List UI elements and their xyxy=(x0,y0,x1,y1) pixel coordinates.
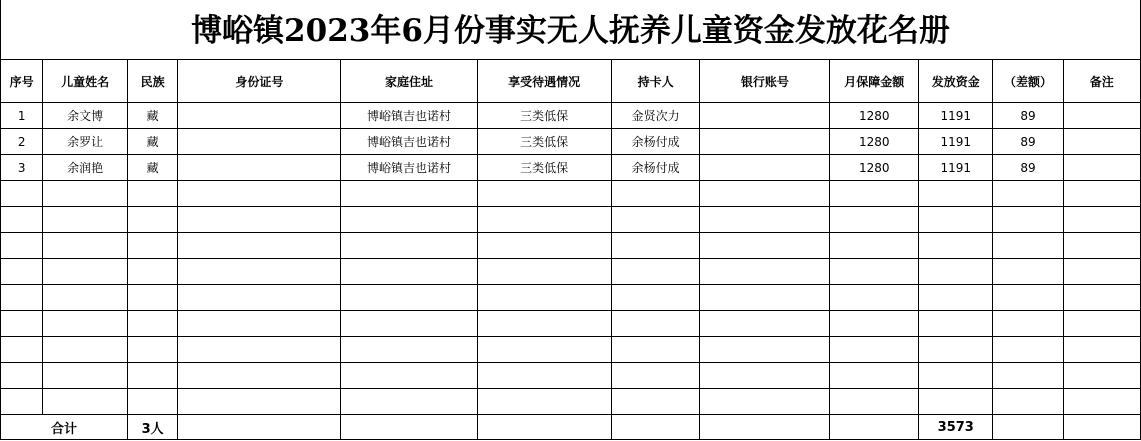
empty-cell[interactable] xyxy=(830,207,919,233)
empty-cell[interactable] xyxy=(43,337,128,363)
cell-bank-account[interactable] xyxy=(700,103,830,129)
cell-paid-amount: 1191 xyxy=(919,155,993,181)
empty-cell[interactable] xyxy=(700,311,830,337)
col-header-address: 家庭住址 xyxy=(341,60,477,103)
empty-cell[interactable] xyxy=(43,389,128,415)
empty-cell[interactable] xyxy=(611,181,700,207)
col-header-monthly-amount: 月保障金额 xyxy=(830,60,919,103)
empty-cell[interactable] xyxy=(178,233,341,259)
col-header-id-number: 身份证号 xyxy=(178,60,341,103)
empty-cell[interactable] xyxy=(830,363,919,389)
empty-cell[interactable] xyxy=(700,207,830,233)
cell-monthly-amount: 1280 xyxy=(830,103,919,129)
cell-benefit: 三类低保 xyxy=(477,103,611,129)
empty-table-row xyxy=(1,207,1141,233)
empty-cell[interactable] xyxy=(700,259,830,285)
empty-cell[interactable] xyxy=(611,259,700,285)
empty-cell[interactable] xyxy=(611,207,700,233)
roster-body xyxy=(1,103,1141,415)
empty-cell[interactable] xyxy=(993,233,1063,259)
cell-bank-account[interactable] xyxy=(700,129,830,155)
cell-monthly-amount: 1280 xyxy=(830,129,919,155)
cell-address: 博峪镇吉也诺村 xyxy=(341,103,477,129)
cell-remarks[interactable] xyxy=(1063,155,1140,181)
empty-cell[interactable] xyxy=(341,389,477,415)
cell-name: 余罗让 xyxy=(43,129,128,155)
empty-cell[interactable] xyxy=(43,181,128,207)
empty-cell[interactable] xyxy=(477,389,611,415)
empty-cell[interactable] xyxy=(43,207,128,233)
empty-cell[interactable] xyxy=(341,311,477,337)
empty-cell[interactable] xyxy=(178,259,341,285)
empty-cell[interactable] xyxy=(477,207,611,233)
empty-cell[interactable] xyxy=(127,363,178,389)
empty-cell[interactable] xyxy=(341,363,477,389)
cell-cardholder: 余杨付成 xyxy=(611,155,700,181)
empty-cell[interactable] xyxy=(830,337,919,363)
empty-cell[interactable] xyxy=(611,233,700,259)
empty-cell[interactable] xyxy=(127,233,178,259)
empty-table-row xyxy=(1,285,1141,311)
cell-name: 余润艳 xyxy=(43,155,128,181)
total-empty-cell xyxy=(830,415,919,440)
col-header-ethnicity: 民族 xyxy=(127,60,178,103)
empty-cell[interactable] xyxy=(477,233,611,259)
col-header-remarks: 备注 xyxy=(1063,60,1140,103)
total-paid-amount: 3573 xyxy=(919,415,993,440)
cell-name: 余文博 xyxy=(43,103,128,129)
empty-cell[interactable] xyxy=(127,389,178,415)
empty-cell[interactable] xyxy=(611,389,700,415)
cell-monthly-amount: 1280 xyxy=(830,155,919,181)
cell-id-number[interactable] xyxy=(178,103,341,129)
empty-table-row xyxy=(1,389,1141,415)
empty-cell[interactable] xyxy=(919,181,993,207)
cell-difference: 89 xyxy=(993,103,1063,129)
empty-cell[interactable] xyxy=(830,259,919,285)
cell-paid-amount: 1191 xyxy=(919,129,993,155)
total-count: 3人 xyxy=(127,415,178,440)
cell-id-number[interactable] xyxy=(178,155,341,181)
table-row xyxy=(1,103,1141,129)
empty-cell[interactable] xyxy=(1063,389,1140,415)
empty-cell[interactable] xyxy=(1,337,43,363)
empty-cell[interactable] xyxy=(830,389,919,415)
col-header-paid-amount: 发放资金 xyxy=(919,60,993,103)
empty-cell[interactable] xyxy=(341,337,477,363)
cell-bank-account[interactable] xyxy=(700,155,830,181)
col-header-bank-account: 银行账号 xyxy=(700,60,830,103)
total-label: 合计 xyxy=(1,415,128,440)
empty-cell[interactable] xyxy=(477,285,611,311)
empty-cell[interactable] xyxy=(919,363,993,389)
empty-cell[interactable] xyxy=(993,181,1063,207)
empty-cell[interactable] xyxy=(1,311,43,337)
empty-cell[interactable] xyxy=(477,337,611,363)
empty-cell[interactable] xyxy=(127,207,178,233)
empty-cell[interactable] xyxy=(830,311,919,337)
empty-cell[interactable] xyxy=(1063,285,1140,311)
col-header-benefit: 享受待遇情况 xyxy=(477,60,611,103)
empty-cell[interactable] xyxy=(1063,337,1140,363)
empty-cell[interactable] xyxy=(830,233,919,259)
empty-cell[interactable] xyxy=(919,311,993,337)
empty-cell[interactable] xyxy=(43,233,128,259)
empty-cell[interactable] xyxy=(700,233,830,259)
cell-ethnicity: 藏 xyxy=(127,103,178,129)
empty-cell[interactable] xyxy=(919,259,993,285)
empty-cell[interactable] xyxy=(1,233,43,259)
cell-paid-amount: 1191 xyxy=(919,103,993,129)
empty-table-row xyxy=(1,181,1141,207)
cell-cardholder: 余杨付成 xyxy=(611,129,700,155)
cell-benefit: 三类低保 xyxy=(477,129,611,155)
empty-cell[interactable] xyxy=(611,363,700,389)
cell-no: 2 xyxy=(1,129,43,155)
header-row xyxy=(1,60,1141,103)
empty-cell[interactable] xyxy=(178,389,341,415)
empty-cell[interactable] xyxy=(43,285,128,311)
col-header-cardholder: 持卡人 xyxy=(611,60,700,103)
cell-id-number[interactable] xyxy=(178,129,341,155)
cell-address: 博峪镇吉也诺村 xyxy=(341,129,477,155)
empty-cell[interactable] xyxy=(178,311,341,337)
empty-table-row xyxy=(1,311,1141,337)
empty-cell[interactable] xyxy=(919,285,993,311)
total-empty-cell xyxy=(611,415,700,440)
empty-cell[interactable] xyxy=(43,311,128,337)
empty-cell[interactable] xyxy=(127,181,178,207)
empty-cell[interactable] xyxy=(993,259,1063,285)
empty-cell[interactable] xyxy=(477,363,611,389)
empty-cell[interactable] xyxy=(611,285,700,311)
empty-cell[interactable] xyxy=(1,363,43,389)
empty-table-row xyxy=(1,363,1141,389)
empty-cell[interactable] xyxy=(830,181,919,207)
empty-cell[interactable] xyxy=(1063,363,1140,389)
cell-no: 1 xyxy=(1,103,43,129)
empty-cell[interactable] xyxy=(993,389,1063,415)
empty-cell[interactable] xyxy=(341,207,477,233)
total-empty-cell xyxy=(993,415,1063,440)
col-header-name: 儿童姓名 xyxy=(43,60,128,103)
cell-remarks[interactable] xyxy=(1063,129,1140,155)
cell-address: 博峪镇吉也诺村 xyxy=(341,155,477,181)
empty-cell[interactable] xyxy=(1063,181,1140,207)
total-empty-cell xyxy=(1063,415,1140,440)
roster-table xyxy=(0,59,1141,440)
empty-cell[interactable] xyxy=(700,337,830,363)
empty-cell[interactable] xyxy=(43,259,128,285)
empty-cell[interactable] xyxy=(178,337,341,363)
total-row xyxy=(1,415,1141,440)
empty-cell[interactable] xyxy=(919,233,993,259)
empty-cell[interactable] xyxy=(178,363,341,389)
empty-cell[interactable] xyxy=(1,259,43,285)
empty-cell[interactable] xyxy=(611,311,700,337)
cell-cardholder: 金贤次力 xyxy=(611,103,700,129)
empty-cell[interactable] xyxy=(477,311,611,337)
cell-difference: 89 xyxy=(993,129,1063,155)
empty-cell[interactable] xyxy=(1,181,43,207)
empty-cell[interactable] xyxy=(127,259,178,285)
empty-cell[interactable] xyxy=(830,285,919,311)
table-row xyxy=(1,129,1141,155)
empty-cell[interactable] xyxy=(341,259,477,285)
empty-cell[interactable] xyxy=(1063,207,1140,233)
empty-cell[interactable] xyxy=(993,337,1063,363)
empty-cell[interactable] xyxy=(1063,233,1140,259)
empty-cell[interactable] xyxy=(1,389,43,415)
page-title: 博峪镇2023年6月份事实无人抚养儿童资金发放花名册 xyxy=(0,0,1141,60)
cell-remarks[interactable] xyxy=(1063,103,1140,129)
empty-cell[interactable] xyxy=(178,181,341,207)
empty-cell[interactable] xyxy=(127,337,178,363)
empty-cell[interactable] xyxy=(127,311,178,337)
col-header-difference: （差额） xyxy=(993,60,1063,103)
cell-ethnicity: 藏 xyxy=(127,129,178,155)
empty-cell[interactable] xyxy=(700,389,830,415)
empty-table-row xyxy=(1,337,1141,363)
cell-no: 3 xyxy=(1,155,43,181)
empty-cell[interactable] xyxy=(127,285,178,311)
empty-table-row xyxy=(1,259,1141,285)
empty-cell[interactable] xyxy=(477,259,611,285)
empty-cell[interactable] xyxy=(611,337,700,363)
total-empty-cell xyxy=(178,415,341,440)
empty-cell[interactable] xyxy=(700,181,830,207)
total-empty-cell xyxy=(341,415,477,440)
cell-ethnicity: 藏 xyxy=(127,155,178,181)
col-header-no: 序号 xyxy=(1,60,43,103)
empty-cell[interactable] xyxy=(993,207,1063,233)
empty-cell[interactable] xyxy=(341,285,477,311)
empty-cell[interactable] xyxy=(1063,259,1140,285)
empty-cell[interactable] xyxy=(993,363,1063,389)
empty-cell[interactable] xyxy=(1063,311,1140,337)
empty-cell[interactable] xyxy=(993,311,1063,337)
cell-benefit: 三类低保 xyxy=(477,155,611,181)
empty-cell[interactable] xyxy=(341,181,477,207)
empty-cell[interactable] xyxy=(43,363,128,389)
empty-cell[interactable] xyxy=(1,285,43,311)
empty-cell[interactable] xyxy=(178,207,341,233)
empty-table-row xyxy=(1,233,1141,259)
empty-cell[interactable] xyxy=(178,285,341,311)
empty-cell[interactable] xyxy=(919,389,993,415)
empty-cell[interactable] xyxy=(700,363,830,389)
empty-cell[interactable] xyxy=(700,285,830,311)
empty-cell[interactable] xyxy=(341,233,477,259)
empty-cell[interactable] xyxy=(919,337,993,363)
table-row xyxy=(1,155,1141,181)
empty-cell[interactable] xyxy=(993,285,1063,311)
empty-cell[interactable] xyxy=(919,207,993,233)
empty-cell[interactable] xyxy=(477,181,611,207)
total-empty-cell xyxy=(700,415,830,440)
empty-cell[interactable] xyxy=(1,207,43,233)
cell-difference: 89 xyxy=(993,155,1063,181)
total-empty-cell xyxy=(477,415,611,440)
